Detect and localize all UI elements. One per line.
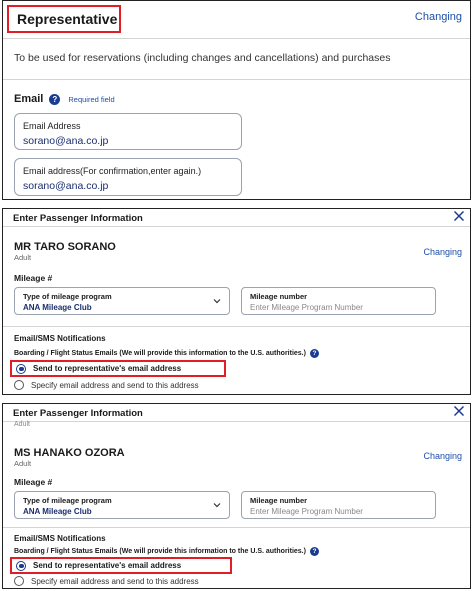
radio-button-selected[interactable]: [16, 364, 26, 374]
mileage-program-select[interactable]: [14, 287, 230, 315]
representative-title: Representative: [7, 5, 121, 33]
mileage-heading: Mileage #: [14, 273, 53, 283]
changing-link[interactable]: Changing: [423, 247, 462, 257]
notifications-heading: Email/SMS Notifications: [14, 334, 106, 343]
passenger-panel-2: [2, 403, 471, 589]
divider: [3, 38, 470, 39]
passenger-panel-title: Enter Passenger Information: [13, 408, 143, 419]
radio-specify-email[interactable]: [10, 576, 199, 586]
radio-button[interactable]: [14, 576, 24, 586]
email-confirm-value[interactable]: sorano@ana.co.jp: [23, 180, 109, 192]
email-field-label: Email Address: [23, 121, 81, 131]
boarding-text: Boarding / Flight Status Emails (We will provide this information to the U.S. authorities.): [14, 548, 306, 555]
mileage-program-label: Type of mileage program: [23, 292, 112, 301]
divider: [3, 326, 470, 327]
mileage-program-value: ANA Mileage Club: [23, 507, 92, 516]
notifications-heading: Email/SMS Notifications: [14, 534, 106, 543]
radio-button[interactable]: [14, 380, 24, 390]
email-field[interactable]: [14, 113, 242, 150]
close-icon[interactable]: [452, 404, 466, 418]
radio-send-representative[interactable]: [10, 557, 232, 574]
divider: [3, 527, 470, 528]
chevron-down-icon: [213, 501, 221, 509]
email-confirm-field[interactable]: [14, 158, 242, 196]
mileage-heading: Mileage #: [14, 477, 53, 487]
mileage-program-label: Type of mileage program: [23, 496, 112, 505]
passenger-name: MR TARO SORANO: [14, 241, 116, 253]
representative-panel: [2, 0, 471, 200]
purpose-text: To be used for reservations (including changes and cancellations) and purchases: [14, 52, 391, 64]
email-heading: [14, 93, 115, 105]
boarding-notice: [14, 547, 319, 556]
boarding-text: Boarding / Flight Status Emails (We will provide this information to the U.S. authorities.): [14, 350, 306, 357]
radio-send-representative[interactable]: [10, 360, 226, 377]
passenger-name: MS HANAKO OZORA: [14, 447, 125, 459]
radio-label: Send to representative's email address: [33, 561, 182, 570]
question-icon[interactable]: ?: [310, 547, 319, 556]
mileage-number-field[interactable]: [241, 491, 436, 519]
chevron-down-icon: [213, 297, 221, 305]
email-confirm-label: Email address(For confirmation,enter again.): [23, 166, 202, 176]
radio-label: Specify email address and send to this address: [31, 576, 199, 586]
mileage-number-placeholder: Enter Mileage Program Number: [250, 303, 363, 312]
mileage-number-label: Mileage number: [250, 292, 308, 301]
radio-label: Specify email address and send to this address: [31, 380, 199, 390]
mileage-number-field[interactable]: [241, 287, 436, 315]
mileage-program-select[interactable]: [14, 491, 230, 519]
question-icon[interactable]: ?: [310, 349, 319, 358]
passenger-panel-1: [2, 208, 471, 395]
scrolled-text: Adult: [14, 421, 30, 428]
email-label: Email: [14, 93, 44, 105]
passenger-type: Adult: [14, 253, 32, 262]
divider: [3, 79, 470, 80]
radio-label: Send to representative's email address: [33, 364, 182, 373]
required-field-note: Required field: [68, 94, 115, 104]
passenger-panel-title: Enter Passenger Information: [13, 213, 143, 224]
close-icon[interactable]: [452, 209, 466, 223]
passenger-type: Adult: [14, 459, 32, 468]
passenger-panel-header: [3, 209, 470, 227]
mileage-number-placeholder: Enter Mileage Program Number: [250, 507, 363, 516]
boarding-notice: [14, 349, 319, 358]
radio-specify-email[interactable]: [10, 380, 199, 390]
email-field-value[interactable]: sorano@ana.co.jp: [23, 135, 109, 147]
changing-link[interactable]: Changing: [414, 11, 462, 23]
passenger-panel-header: [3, 404, 470, 422]
mileage-number-label: Mileage number: [250, 496, 308, 505]
changing-link[interactable]: Changing: [423, 451, 462, 461]
radio-button-selected[interactable]: [16, 561, 26, 571]
question-icon[interactable]: ?: [49, 94, 60, 105]
mileage-program-value: ANA Mileage Club: [23, 303, 92, 312]
